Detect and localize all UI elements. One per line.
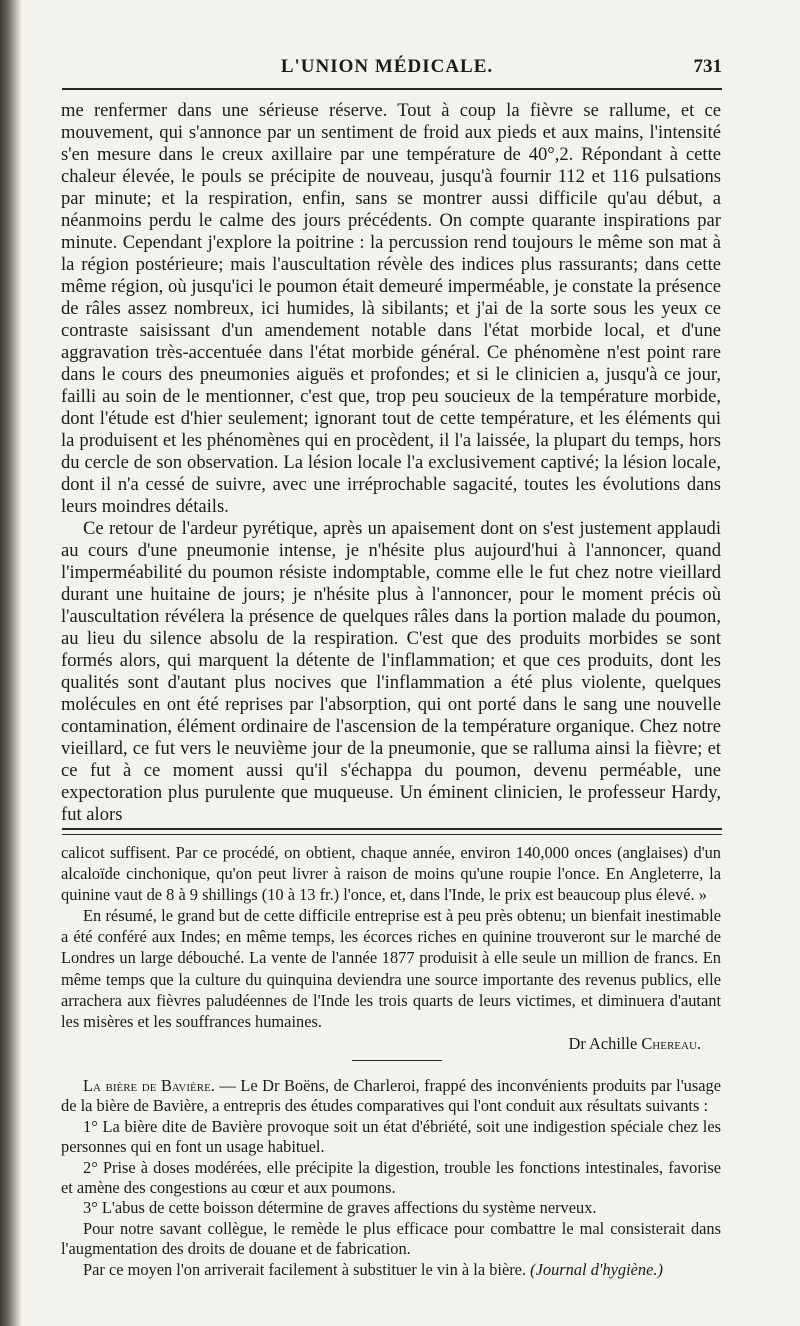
- article-biere-baviere: [61, 1076, 721, 1280]
- page-header: [52, 56, 722, 86]
- main-paragraph: Ce retour de l'ardeur pyrétique, après un apaisement dont on s'est justement applaudi au cours d'une pneumonie intense, je n'hésite plus aujourd'hui à l'annoncer, quand l'imperméabilité du poumon résiste indomptable, comme elle le fut chez notre vieillard durant une huitaine de jours; je n'hésite plus à l'annoncer, pour le moment précis où l'auscultation révélera la présence de quelques râles dans la portion malade du poumon, au lieu du silence absolu de la respiration. C'est que des produits morbides se sont formés alors, qui marquent la détente de l'inflammation; et que ces produits, dont les qualités sont d'autant plus nocives que l'inflammation a été plus violente, quelques molécules en ont été reprises par l'absorption, qui ont porté dans le sang une nouvelle contamination, élément ordinaire de l'ascension de la température organique. Chez notre vieillard, ce fut vers le neuvième jour de la pneumonie, que se ralluma ainsi la fièvre; et ce fut à ce moment aussi qu'il s'échappa du poumon, devenu perméable, une expectoration plus purulente que muqueuse. Un éminent clinicien, le professeur Hardy, fut alors: [61, 518, 721, 825]
- main-text: [61, 100, 721, 826]
- article-item: 1° La bière dite de Bavière provoque soit un état d'ébriété, soit une indigestion spéciale chez les personnes qui en font un usage habituel.: [61, 1116, 721, 1157]
- article-heading: La bière de Bavière.: [83, 1076, 215, 1095]
- article-intro: [61, 1076, 721, 1117]
- footnote-block: [61, 842, 721, 1054]
- page-binding-edge: [0, 0, 22, 1326]
- header-rule: [62, 88, 722, 90]
- signature-name: Achille: [589, 1033, 642, 1053]
- page-number: 731: [693, 56, 722, 77]
- article-item: Pour notre savant collègue, le remède le plus efficace pour combattre le mal consisterait dans l'augmentation des droits de douane et de fabrication.: [61, 1218, 721, 1259]
- footnote-separator: [62, 828, 722, 835]
- article-closing: Par ce moyen l'on arriverait facilement à substituer le vin à la bière.: [83, 1259, 527, 1279]
- journal-page: [52, 0, 730, 1326]
- journal-citation: (Journal d'hygiène.): [530, 1259, 663, 1279]
- article-lead: — Le Dr Boëns, de Charleroi, frappé des inconvénients produits par l'usage de la bière de Bavière, a entrepris des études comparatives qui l'ont conduit aux résultats suivants :: [61, 1076, 721, 1116]
- main-paragraph: me renfermer dans une sérieuse réserve. Tout à coup la fièvre se rallume, et ce mouvement, qui s'annonce par un sentiment de froid aux pieds et aux mains, l'intensité s'en mesure dans le creux axillaire par une température de 40°,2. Répondant à cette chaleur élevée, le pouls se précipite de nouveau, jusqu'à fournir 112 et 116 pulsations par minute; et la respiration, enfin, sans se montrer aussi difficile qu'au début, a néanmoins perdu le calme des jours précédents. On compte quarante inspirations par minute. Cependant j'explore la poitrine : la percussion rend toujours le même son mat à la région postérieure; mais l'auscultation révèle des indices plus rassurants; dans cette même région, où jusqu'ici le poumon était demeuré imperméable, je constate la présence de râles assez nombreux, ici humides, là sibilants; et j'ai de la sorte sous les yeux ce contraste saisissant d'un amendement notable dans l'état morbide local, et d'une aggravation très-accentuée dans l'état morbide général. Ce phénomène n'est point rare dans le cours des pneumonies aiguës et profondes; et si le clinicien a, jusqu'à ce jour, failli au soin de le mentionner, c'est que, trop peu soucieux de la température morbide, dont l'étude est d'hier seulement; ignorant tout de cette température, et les éléments qui la produisent et les phénomènes qui en procèdent, il l'a laissée, la plupart du temps, hors du cercle de son observation. La lésion locale l'a exclusivement captivé; la lésion locale, dont il n'a cessé de suivre, avec une irréprochable sagacité, toutes les évolutions dans leurs moindres détails.: [61, 100, 721, 517]
- running-title: L'UNION MÉDICALE.: [280, 56, 494, 77]
- footnote-paragraph: En résumé, le grand but de cette difficile entreprise est à peu près obtenu; un bienfait inestimable a été conféré aux Indes; en même temps, les écorces riches en quinine trouveront sur le marché de Londres un large débouché. La vente de l'année 1877 produisit à elle seule un million de francs. En même temps que la culture du quinquina deviendra une source importante des revenus publics, elle arrachera aux fièvres paludéennes de l'Inde les trois quarts de leurs victimes, et diminuera d'autant les misères et les souffrances humaines.: [61, 906, 721, 1031]
- article-closing-line: [61, 1260, 721, 1280]
- signature-surname: Chereau.: [641, 1033, 701, 1053]
- section-divider: [352, 1060, 442, 1061]
- signature: [61, 1033, 721, 1054]
- footnote-paragraph: calicot suffisent. Par ce procédé, on obtient, chaque année, environ 140,000 onces (anglaises) d'un alcaloïde cinchonique, qu'on peut livrer à raison de moins qu'une roupie l'once. En Angleterre, la quinine vaut de 8 à 9 shillings (10 à 13 fr.) l'once, et, dans l'Inde, le prix est beaucoup plus élevé. »: [61, 843, 721, 905]
- article-item: 2° Prise à doses modérées, elle précipite la digestion, trouble les fonctions intestinales, favorise et amène des congestions au cœur et aux poumons.: [61, 1157, 721, 1198]
- signature-title: Dr: [568, 1033, 586, 1053]
- article-item: 3° L'abus de cette boisson détermine de graves affections du système nerveux.: [83, 1198, 597, 1218]
